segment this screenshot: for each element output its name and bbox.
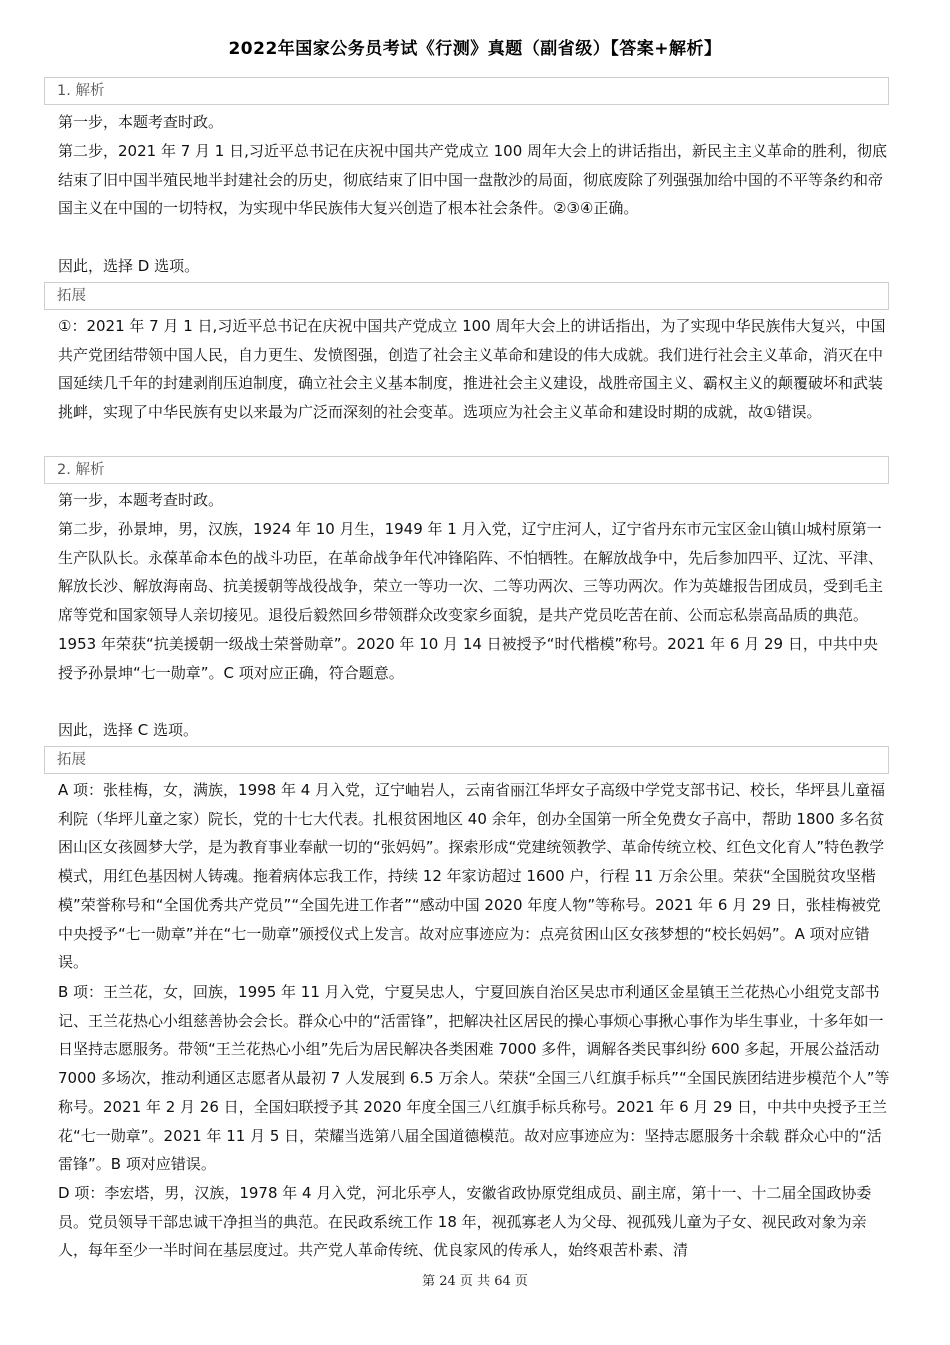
q1-step1: 第一步，本题考查时政。 <box>58 113 224 131</box>
q1-extension-text: ①：2021 年 7 月 1 日,习近平总书记在庆祝中国共产党成立 100 周年大会上的讲话指出，为了实现中华民族伟大复兴，中国共产党团结带领中国人民，自力更生、发愤图强，创造了社会主义革命和建设的伟大成就。我们进行社会主义革命，消灭在中国延续几千年的封建剥削压迫制度，确立社会主义基本制度，推进社会主义建设，战胜帝国主义、霸权主义的颠覆破坏和武装挑衅，实现了中华民族有史以来最为广泛而深刻的社会变革。选项应为社会主义革命和建设时期的成就，故①错误。 <box>58 317 886 422</box>
q1-conclusion: 因此，选择 D 选项。 <box>58 257 200 275</box>
q2-extension-option-b: B 项：王兰花，女，回族，1995 年 11 月入党，宁夏吴忠人，宁夏回族自治区吴忠市利通区金星镇王兰花热心小组党支部书记、王兰花热心小组慈善协会会长。群众心中的“活雷锋”，把解决社区居民的操心事烦心事揪心事作为毕生事业，十多年如一日坚持志愿服务。带领“王兰花热心小组”先后为居民解决各类困难 7000 多件，调解各类民事纠纷 600 多起，开展公益活动 7000 多场次，推动利通区志愿者从最初 7 人发展到 6.5 万余人。荣获“全国三八红旗手标兵”“全国民族团结进步模范个人”等称号。2021 年 2 月 26 日，全国妇联授予其 2020 年度全国三八红旗手标兵称号。2021 年 6 月 29 日，中共中央授予王兰花“七一勋章”。2021 年 11 月 5 日，荣耀当选第八届全国道德模范。故对应事迹应为：坚持志愿服务十余载 群众心中的“活雷锋”。B 项对应错误。 <box>58 983 890 1174</box>
q2-extension-option-a: A 项：张桂梅，女，满族，1998 年 4 月入党，辽宁岫岩人，云南省丽江华坪女子高级中学党支部书记、校长，华坪县儿童福利院（华坪儿童之家）院长，党的十七大代表。扎根贫困地区 40 余年，创办全国第一所全免费女子高中，帮助 1800 多名贫困山区女孩圆梦大学，是为教育事业奉献一切的“张妈妈”。探索形成“党建统领教学、革命传统立校、红色文化育人”特色教学模式，用红色基因树人铸魂。拖着病体忘我工作，持续 12 年家访超过 1600 户，行程 11 万余公里。荣获“全国脱贫攻坚楷模”荣誉称号和“全国优秀共产党员”“全国先进工作者”“感动中国 2020 年度人物”等称号。2021 年 6 月 29 日，张桂梅被党中央授予“七一勋章”并在“七一勋章”颁授仪式上发言。故对应事迹应为：点亮贫困山区女孩梦想的“校长妈妈”。A 项对应错误。 <box>58 781 886 972</box>
page-title: 2022年国家公务员考试《行测》真题（副省级）【答案+解析】 <box>228 39 722 59</box>
q2-step1: 第一步，本题考查时政。 <box>58 491 224 509</box>
page-number: 第 24 页 共 64 页 <box>422 1274 528 1289</box>
q1-step2: 第二步，2021 年 7 月 1 日,习近平总书记在庆祝中国共产党成立 100 周年大会上的讲话指出，新民主主义革命的胜利，彻底结束了旧中国半殖民地半封建社会的历史，彻底结束了旧中国一盘散沙的局面，彻底废除了列强强加给中国的不平等条约和帝国主义在中国的一切特权，为实现中华民族伟大复兴创造了根本社会条件。②③④正确。 <box>58 142 888 218</box>
q1-extension-label: 拓展 <box>44 282 889 310</box>
q2-conclusion: 因此，选择 C 选项。 <box>58 721 199 739</box>
q2-analysis-label: 2. 解析 <box>44 456 889 484</box>
q2-extension-label: 拓展 <box>44 746 889 774</box>
q2-extension-option-d: D 项：李宏塔，男，汉族，1978 年 4 月入党，河北乐亭人，安徽省政协原党组成员、副主席，第十一、十二届全国政协委员。党员领导干部忠诚干净担当的典范。在民政系统工作 18 年，视孤寡老人为父母、视孤残儿童为子女、视民政对象为亲人，每年至少一半时间在基层度过。共产党人革命传统、优良家风的传承人，始终艰苦朴素、清 <box>58 1184 872 1260</box>
q1-analysis-label: 1. 解析 <box>44 77 889 105</box>
q2-step2: 第二步，孙景坤，男，汉族，1924 年 10 月生，1949 年 1 月入党，辽宁庄河人，辽宁省丹东市元宝区金山镇山城村原第一生产队队长。永葆革命本色的战斗功臣，在革命战争年代冲锋陷阵、不怕牺牲。在解放战争中，先后参加四平、辽沈、平津、解放长沙、解放海南岛、抗美援朝等战役战争，荣立一等功一次、二等功两次、三等功两次。作为英雄报告团成员，受到毛主席等党和国家领导人亲切接见。退役后毅然回乡带领群众改变家乡面貌，是共产党员吃苦在前、公而忘私崇高品质的典范。1953 年荣获“抗美援朝一级战士荣誉勋章”。2020 年 10 月 14 日被授予“时代楷模”称号。2021 年 6 月 29 日，中共中央授予孙景坤“七一勋章”。C 项对应正确，符合题意。 <box>58 520 884 682</box>
